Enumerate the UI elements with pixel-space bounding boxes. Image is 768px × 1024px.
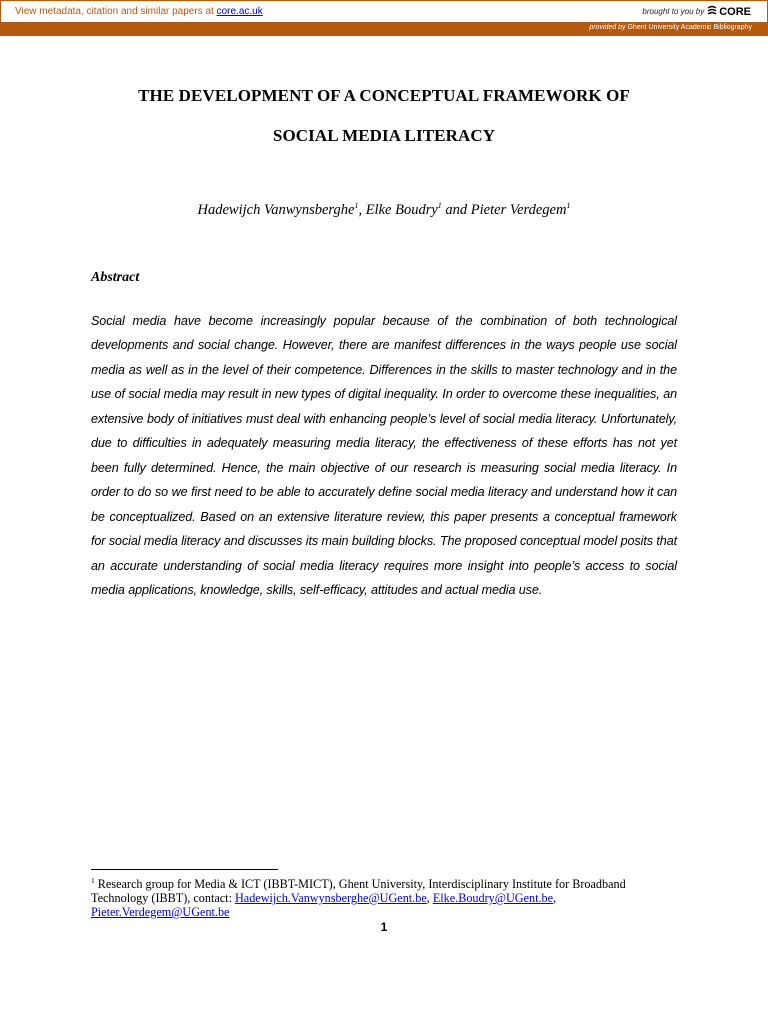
abstract-heading: Abstract: [91, 270, 140, 285]
page-number: 1: [380, 920, 388, 934]
email-link-boudry[interactable]: Elke.Boudry@UGent.be: [432, 891, 554, 905]
metadata-notice-text: View metadata, citation and similar papers at: [15, 6, 217, 17]
author-affiliation-marker: 1: [354, 201, 359, 210]
footnote-divider: [91, 869, 278, 870]
author-affiliation-marker: 1: [437, 201, 442, 210]
email-link-vanwynsberghe[interactable]: Hadewijch.Vanwynsberghe@UGent.be: [235, 891, 427, 905]
author-name: Elke Boudry: [365, 202, 438, 218]
footnote-text: Research group for Media & ICT (IBBT-MICT), Ghent University, Interdisciplinary Institute for Broadband Technology (IBBT), contact:: [91, 877, 626, 905]
footnote: [91, 874, 681, 919]
provided-by-bar: [1, 22, 767, 35]
author-name: Hadewijch Vanwynsberghe: [197, 202, 355, 218]
provided-by-label: provided by: [589, 24, 626, 31]
core-link[interactable]: core.ac.uk: [216, 6, 263, 17]
brought-by-text: brought to you by: [642, 7, 705, 16]
provided-by: [589, 24, 752, 31]
core-banner: [0, 0, 768, 36]
core-banner-top: [1, 1, 767, 22]
footnote-marker: 1: [91, 876, 95, 885]
footnote-separator: ,: [426, 891, 433, 905]
metadata-notice: [15, 6, 263, 17]
author-separator: ,: [358, 202, 366, 218]
provided-by-source: Ghent University Academic Bibliography: [627, 24, 752, 31]
abstract-body: Social media have become increasingly popular because of the combination of both technological developments and social change. However, there are manifest differences in the ways people use social media as well as in the level of their competence. Differences in the skills to master technology and in the use of social media may result in new types of digital inequality. In order to overcome these inequalities, an extensive body of initiatives must deal with enhancing people’s level of social media literacy. Unfortunately, due to difficulties in adequately measuring media literacy, the effectiveness of these efforts has not yet been fully determined. Hence, the main objective of our research is measuring social media literacy. In order to do so we first need to be able to accurately define social media literacy and understand how it can be conceptualized. Based on an extensive literature review, this paper presents a conceptual framework for social media literacy and discusses its main building blocks. The proposed conceptual model posits that an accurate understanding of social media literacy requires more insight into people’s access to social media applications, knowledge, skills, self-efficacy, attitudes and actual media use.: [91, 314, 677, 597]
author-list: [0, 201, 768, 219]
author-affiliation-marker: 1: [566, 201, 571, 210]
paper-title-line-1: THE DEVELOPMENT OF A CONCEPTUAL FRAMEWORK OF: [138, 86, 630, 105]
brought-by: [642, 5, 751, 18]
footnote-separator: ,: [553, 891, 557, 905]
email-link-verdegem[interactable]: Pieter.Verdegem@UGent.be: [91, 905, 230, 919]
core-logo[interactable]: [707, 5, 751, 18]
author-separator: and: [441, 202, 471, 218]
core-logo-text: CORE: [719, 5, 751, 18]
paper-title-line-2: SOCIAL MEDIA LITERACY: [272, 126, 496, 145]
author-name: Pieter Verdegem: [470, 202, 567, 218]
core-logo-icon: [707, 5, 717, 18]
